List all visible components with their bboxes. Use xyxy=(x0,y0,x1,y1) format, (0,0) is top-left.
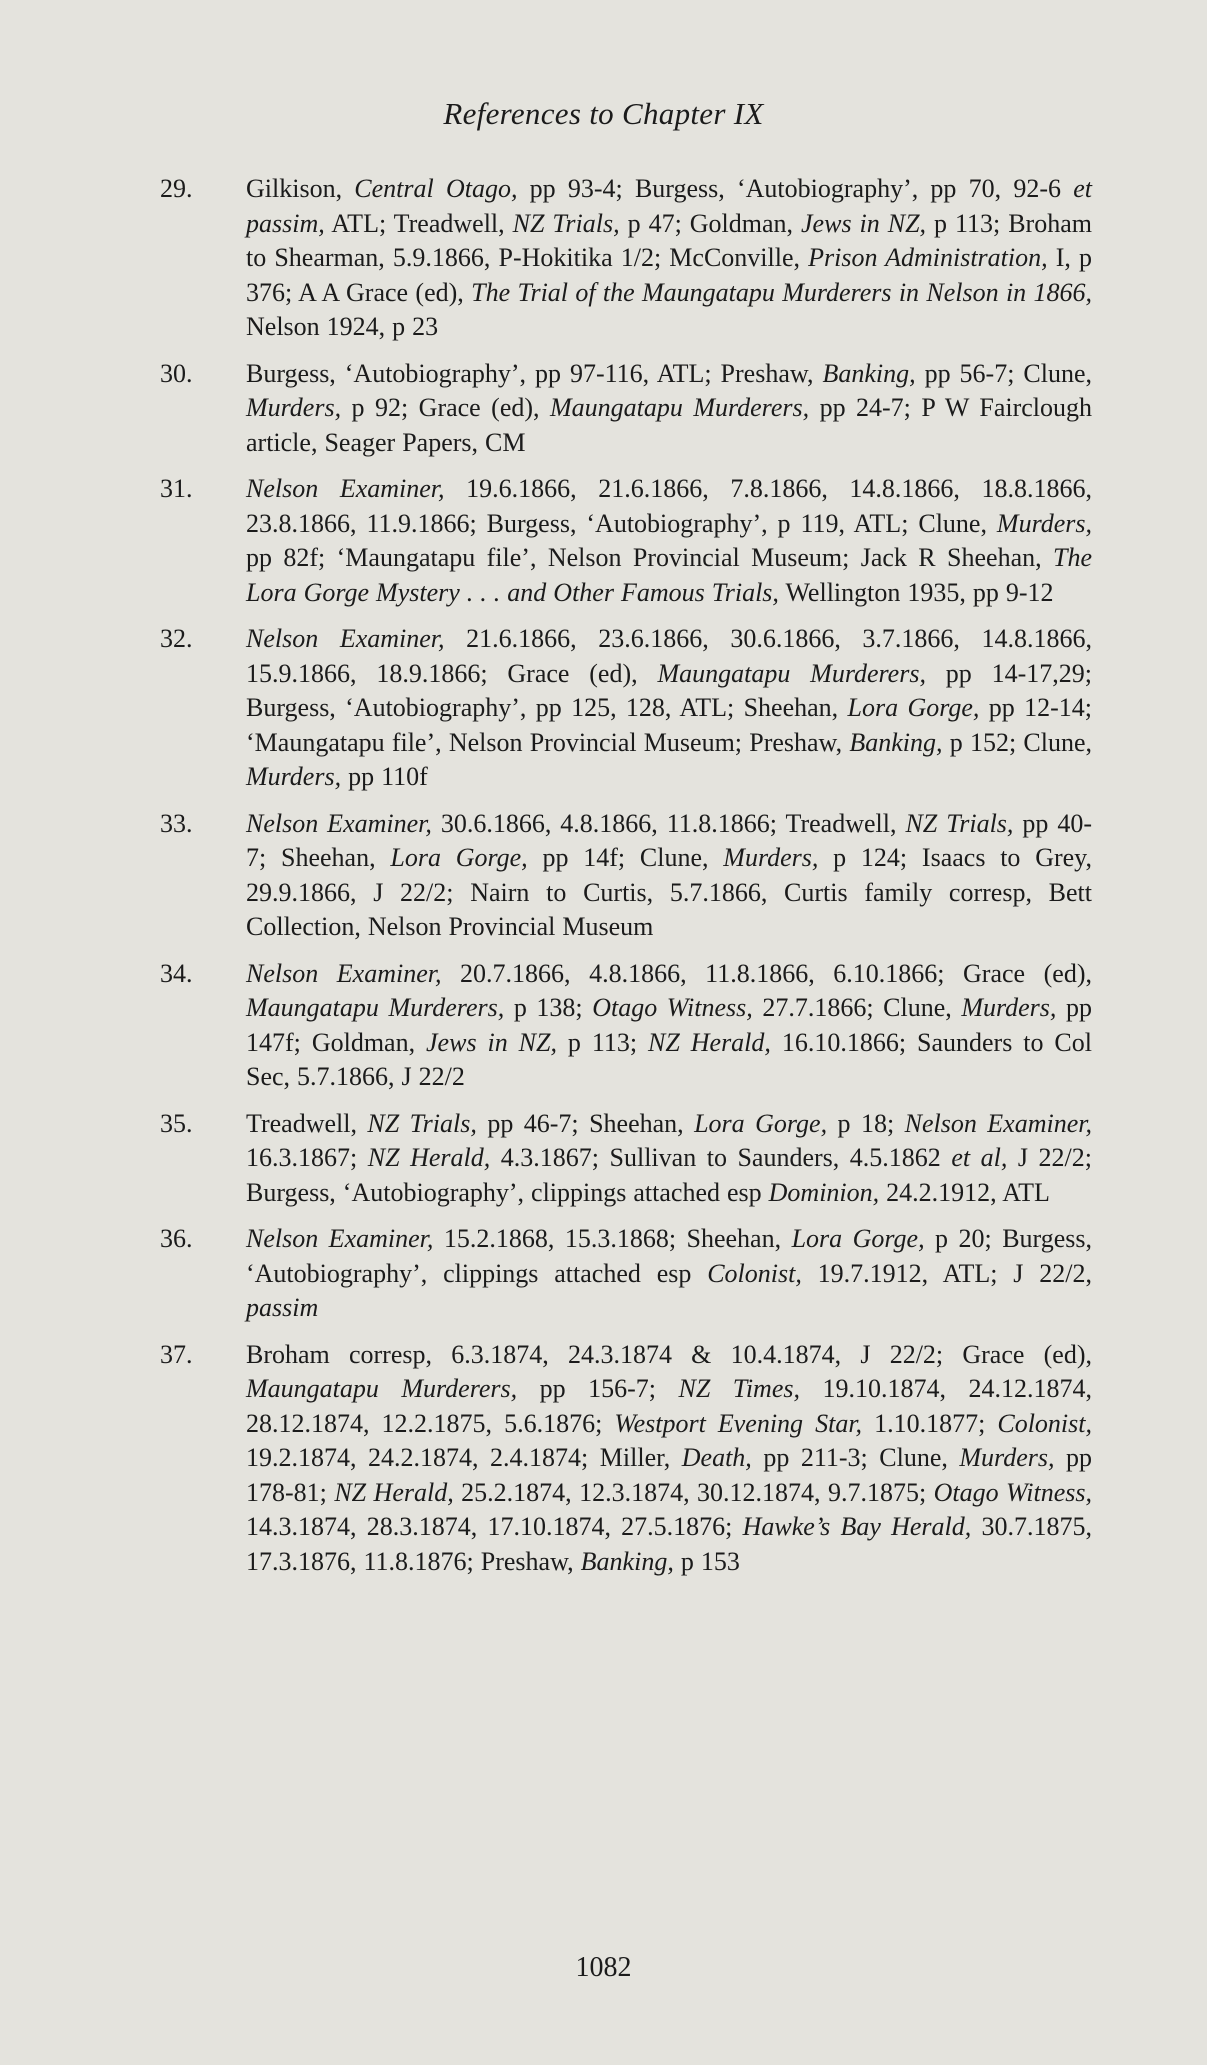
reference-title-segment: Nelson Examiner, xyxy=(246,958,442,988)
reference-title-segment: Colonist, xyxy=(997,1408,1092,1438)
reference-text-segment: pp 211-3; Clune, xyxy=(751,1443,960,1472)
reference-title-segment: Colonist, xyxy=(707,1258,802,1288)
reference-entry xyxy=(160,622,1092,795)
reference-text-segment: 19.7.1912, ATL; J 22/2, xyxy=(801,1258,1092,1288)
reference-text-segment: Burgess, ‘Autobiography’, pp 97-116, ATL; Preshaw, xyxy=(246,358,823,388)
reference-title-segment: NZ Herald, xyxy=(648,1027,771,1057)
reference-title-segment: Banking, xyxy=(580,1546,674,1576)
reference-text-segment: p 153 xyxy=(673,1546,740,1576)
reference-title-segment: Maungatapu Murderers, xyxy=(246,993,505,1022)
reference-title-segment: NZ Trials, xyxy=(905,808,1014,838)
reference-title-segment: Murders, xyxy=(961,993,1057,1022)
reference-text xyxy=(246,957,1092,1095)
reference-text-segment: J 22/2; Burgess, ‘Autobiography’, clippings attached esp xyxy=(246,1143,1092,1207)
reference-title-segment: NZ Herald, xyxy=(367,1143,491,1172)
reference-text xyxy=(246,622,1092,795)
reference-text xyxy=(246,1338,1092,1580)
reference-entry xyxy=(160,1222,1092,1326)
reference-text-segment: 19.2.1874, 24.2.1874, 2.4.1874; Miller, xyxy=(246,1443,682,1472)
reference-title-segment: passim xyxy=(246,1293,319,1322)
reference-number: 31. xyxy=(160,474,193,503)
page-number: 1082 xyxy=(575,1952,632,1983)
page-title: References to Chapter IX xyxy=(443,96,764,131)
reference-title-segment: Central Otago, xyxy=(354,174,518,203)
reference-title-segment: NZ Times, xyxy=(678,1374,800,1403)
reference-title-segment: The Trial of the Maungatapu Murderers in Nelson in 1866, xyxy=(471,277,1092,307)
reference-text xyxy=(246,172,1092,345)
reference-number: 36. xyxy=(160,1224,193,1253)
reference-entry xyxy=(160,957,1092,1095)
reference-text-segment: p 20; Burgess, ‘Autobiography’, clippings attached esp xyxy=(246,1224,1092,1288)
reference-title-segment: Maungatapu Murderers, xyxy=(246,1374,518,1403)
reference-title-segment: Nelson Examiner, xyxy=(246,624,445,653)
reference-text-segment: 16.3.1867; xyxy=(246,1143,368,1172)
reference-text-segment: I, p 376; A A Grace (ed), xyxy=(246,243,1092,307)
reference-text-segment: 14.3.1874, 28.3.1874, 17.10.1874, 27.5.1876; xyxy=(246,1512,743,1541)
reference-title-segment: Death, xyxy=(681,1443,752,1472)
reference-entry xyxy=(160,172,1092,345)
reference-title-segment: Lora Gorge, xyxy=(847,693,980,722)
reference-entry xyxy=(160,1338,1092,1580)
reference-text-segment: pp 110f xyxy=(341,762,428,791)
reference-title-segment: Jews in NZ, xyxy=(801,208,927,238)
reference-number: 30. xyxy=(160,358,193,388)
reference-title-segment: Maungatapu Murderers, xyxy=(550,393,810,422)
reference-title-segment: Murders, xyxy=(246,393,342,422)
reference-title-segment: Lora Gorge, xyxy=(694,1108,828,1138)
reference-title-segment: Dominion, xyxy=(768,1177,880,1207)
reference-title-segment: Otago Witness, xyxy=(933,1477,1093,1507)
reference-title-segment: NZ Trials, xyxy=(367,1108,477,1138)
reference-text-segment: p 152; Clune, xyxy=(942,727,1092,757)
reference-text-segment: pp 40-7; Sheehan, xyxy=(246,808,1093,872)
reference-text-segment: p 138; xyxy=(504,993,593,1022)
reference-text-segment: p 18; xyxy=(827,1108,905,1138)
reference-title-segment: NZ Trials, xyxy=(512,208,620,238)
reference-text-segment: 21.6.1866, 23.6.1866, 30.6.1866, 3.7.1866, 14.8.1866, 15.9.1866, 18.9.1866; Grace (ed), xyxy=(246,624,1093,688)
reference-title-segment: Banking, xyxy=(822,358,916,388)
reference-text xyxy=(246,807,1092,945)
reference-title-segment: et passim, xyxy=(246,174,1092,238)
reference-number: 34. xyxy=(160,958,193,988)
reference-entry xyxy=(160,1107,1092,1211)
reference-text-segment: Nelson 1924, p 23 xyxy=(246,312,439,341)
reference-text-segment: pp 46-7; Sheehan, xyxy=(476,1108,695,1138)
reference-text xyxy=(246,1107,1092,1211)
reference-title-segment: Banking, xyxy=(849,727,943,757)
reference-list xyxy=(160,172,1092,1591)
reference-title-segment: Nelson Examiner, xyxy=(246,1224,434,1253)
reference-text-segment: ATL; Treadwell, xyxy=(324,208,513,238)
reference-text-segment: 27.7.1866; Clune, xyxy=(752,993,962,1022)
reference-title-segment: Nelson Examiner, xyxy=(246,474,445,503)
reference-title-segment: Murders, xyxy=(723,843,819,872)
reference-text-segment: pp 156-7; xyxy=(517,1374,679,1403)
reference-text-segment: pp 147f; Goldman, xyxy=(246,993,1092,1057)
reference-text-segment: pp 82f; ‘Maungatapu file’, Nelson Provincial Museum; Jack R Sheehan, xyxy=(246,543,1053,572)
reference-text-segment: pp 24-7; P W Fairclough article, Seager Papers, CM xyxy=(246,393,1093,457)
reference-number: 33. xyxy=(160,808,193,838)
reference-number: 37. xyxy=(160,1339,193,1369)
reference-title-segment: Westport Evening Star, xyxy=(614,1408,863,1438)
reference-text-segment: 30.7.1875, 17.3.1876, 11.8.1876; Preshaw, xyxy=(246,1512,1093,1576)
reference-text xyxy=(246,1222,1092,1326)
reference-title-segment: Jews in NZ, xyxy=(426,1027,557,1057)
reference-title-segment: Maungatapu Murderers, xyxy=(657,658,926,688)
reference-text-segment: p 124; Isaacs to Grey, 29.9.1866, J 22/2; Nairn to Curtis, 5.7.1866, Curtis family corresp, Bett Collection, Nelson Provincial Museum xyxy=(246,843,1092,941)
reference-text xyxy=(246,357,1092,461)
reference-text-segment: 15.2.1868, 15.3.1868; Sheehan, xyxy=(433,1224,792,1253)
reference-number: 35. xyxy=(160,1108,193,1138)
reference-text-segment: 4.3.1867; Sullivan to Saunders, 4.5.1862 xyxy=(490,1143,952,1172)
reference-title-segment: et al, xyxy=(951,1143,1008,1172)
reference-text-segment: Wellington 1935, pp 9-12 xyxy=(778,577,1054,607)
reference-text-segment: 24.2.1912, ATL xyxy=(879,1177,1050,1207)
reference-text-segment: pp 14f; Clune, xyxy=(527,843,724,872)
reference-text-segment: 1.10.1877; xyxy=(862,1408,998,1438)
reference-text-segment: pp 178-81; xyxy=(246,1443,1093,1507)
reference-title-segment: NZ Herald, xyxy=(334,1477,454,1507)
reference-number: 32. xyxy=(160,624,193,653)
reference-text-segment: pp 14-17,29; Burgess, ‘Autobiography’, pp 125, 128, ATL; Sheehan, xyxy=(246,658,1092,722)
reference-text xyxy=(246,472,1092,610)
reference-title-segment: The Lora Gorge Mystery . . . and Other Famous Trials, xyxy=(246,543,1092,607)
reference-title-segment: Nelson Examiner, xyxy=(904,1108,1092,1138)
reference-text-segment: Gilkison, xyxy=(246,174,355,203)
reference-text-segment: p 47; Goldman, xyxy=(619,208,802,238)
reference-entry xyxy=(160,357,1092,461)
reference-title-segment: Nelson Examiner, xyxy=(246,808,432,838)
reference-title-segment: Otago Witness, xyxy=(592,993,753,1022)
reference-text-segment: pp 56-7; Clune, xyxy=(915,358,1092,388)
reference-text-segment: Treadwell, xyxy=(246,1108,368,1138)
reference-text-segment: pp 93-4; Burgess, ‘Autobiography’, pp 70, 92-6 xyxy=(517,174,1074,203)
reference-text-segment: p 92; Grace (ed), xyxy=(341,393,550,422)
reference-number: 29. xyxy=(160,174,193,203)
reference-text-segment: 19.10.1874, 24.12.1874, 28.12.1874, 12.2.1875, 5.6.1876; xyxy=(246,1374,1092,1438)
reference-title-segment: Murders, xyxy=(996,508,1092,538)
reference-text-segment: Broham corresp, 6.3.1874, 24.3.1874 & 10.4.1874, J 22/2; Grace (ed), xyxy=(246,1339,1092,1369)
reference-title-segment: Prison Administration, xyxy=(808,243,1048,272)
reference-text-segment: pp 12-14; ‘Maungatapu file’, Nelson Provincial Museum; Preshaw, xyxy=(246,693,1092,757)
reference-title-segment: Lora Gorge, xyxy=(390,843,528,872)
reference-entry xyxy=(160,807,1092,945)
reference-title-segment: Hawke’s Bay Herald, xyxy=(742,1512,972,1541)
reference-text-segment: 16.10.1866; Saunders to Col Sec, 5.7.1866, J 22/2 xyxy=(246,1027,1092,1091)
reference-text-segment: p 113; xyxy=(556,1027,649,1057)
reference-title-segment: Murders, xyxy=(246,762,342,791)
reference-text-segment: 25.2.1874, 12.3.1874, 30.12.1874, 9.7.1875; xyxy=(453,1477,934,1507)
reference-title-segment: Murders, xyxy=(959,1443,1055,1472)
reference-text-segment: 20.7.1866, 4.8.1866, 11.8.1866, 6.10.1866; Grace (ed), xyxy=(441,958,1093,988)
reference-text-segment: 30.6.1866, 4.8.1866, 11.8.1866; Treadwell, xyxy=(431,808,906,838)
reference-text-segment: 19.6.1866, 21.6.1866, 7.8.1866, 14.8.1866, 18.8.1866, 23.8.1866, 11.9.1866; Burgess, ‘Autobiography’, p 119, ATL; Clune, xyxy=(246,474,1093,538)
reference-entry xyxy=(160,472,1092,610)
reference-text-segment: p 113; Broham to Shearman, 5.9.1866, P-Hokitika 1/2; McConville, xyxy=(246,208,1092,272)
reference-title-segment: Lora Gorge, xyxy=(791,1224,925,1253)
